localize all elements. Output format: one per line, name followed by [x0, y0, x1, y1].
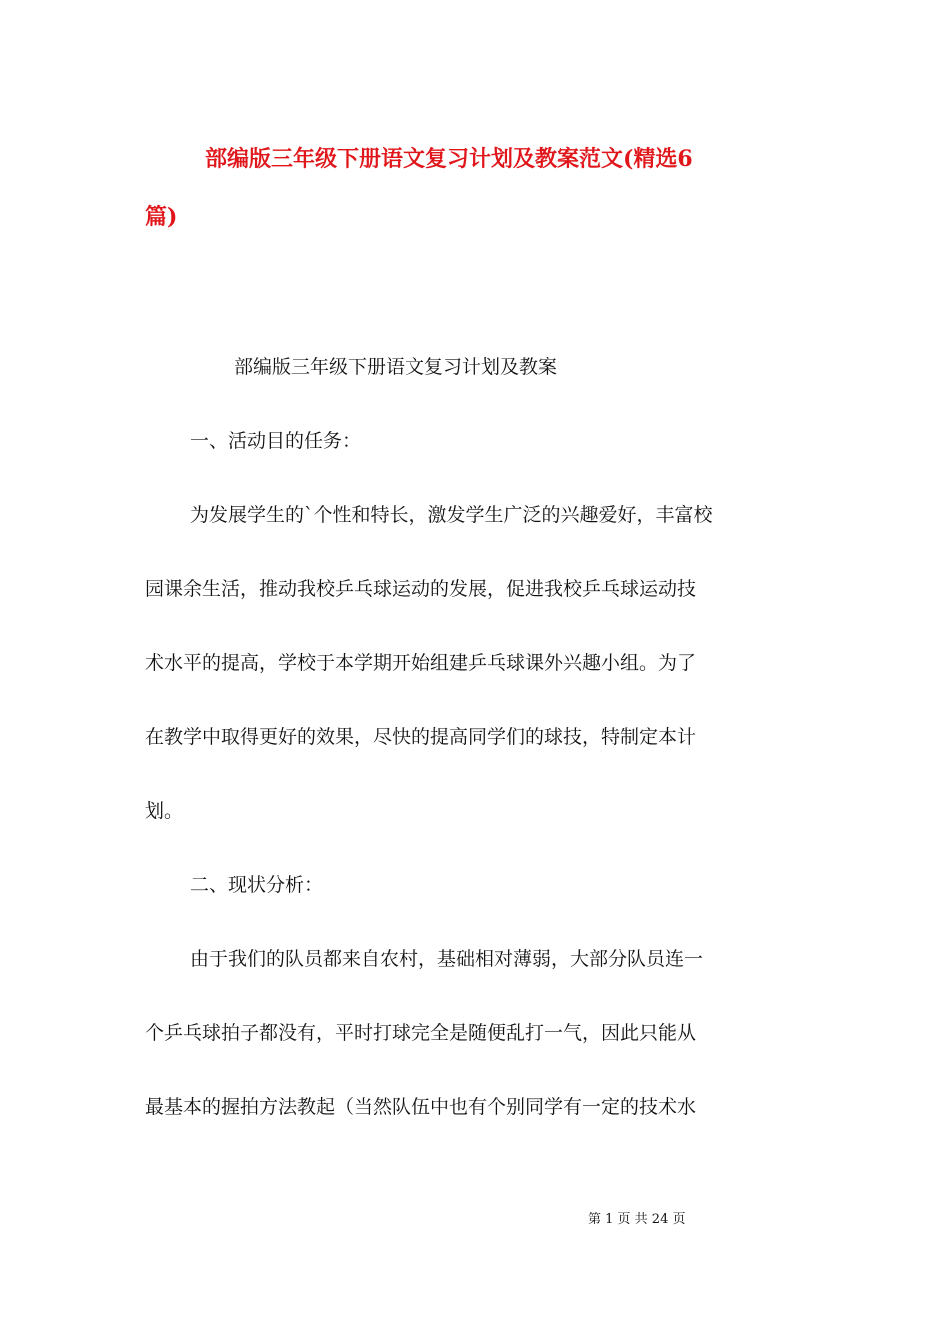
- paragraph-line: 个乒乓球拍子都没有，平时打球完全是随便乱打一气，因此只能从: [145, 1022, 697, 1044]
- document-title-line-2: 篇): [145, 204, 178, 230]
- document-title-line-1: 部编版三年级下册语文复习计划及教案范文(精选6: [205, 146, 693, 172]
- paragraph-line: 在教学中取得更好的效果，尽快的提高同学们的球技，特制定本计: [145, 726, 697, 748]
- paragraph-line: 划。: [145, 800, 184, 822]
- page-footer: [588, 1208, 691, 1227]
- paragraph-line: 园课余生活，推动我校乒乓球运动的发展，促进我校乒乓球运动技: [145, 578, 697, 600]
- subtitle: 部编版三年级下册语文复习计划及教案: [234, 356, 558, 378]
- paragraph-line: 为发展学生的`个性和特长，激发学生广泛的兴趣爱好，丰富校: [190, 504, 713, 526]
- page-number-label: 第 1 页 共 24 页: [588, 1212, 686, 1227]
- section-heading-1: 一、活动目的任务：: [190, 430, 362, 452]
- section-heading-2: 二、现状分析：: [190, 874, 324, 896]
- paragraph-line: 由于我们的队员都来自农村，基础相对薄弱，大部分队员连一: [190, 948, 704, 970]
- paragraph-line: 最基本的握拍方法教起（当然队伍中也有个别同学有一定的技术水: [145, 1096, 697, 1118]
- paragraph-line: 术水平的提高，学校于本学期开始组建乒乓球课外兴趣小组。为了: [145, 652, 697, 674]
